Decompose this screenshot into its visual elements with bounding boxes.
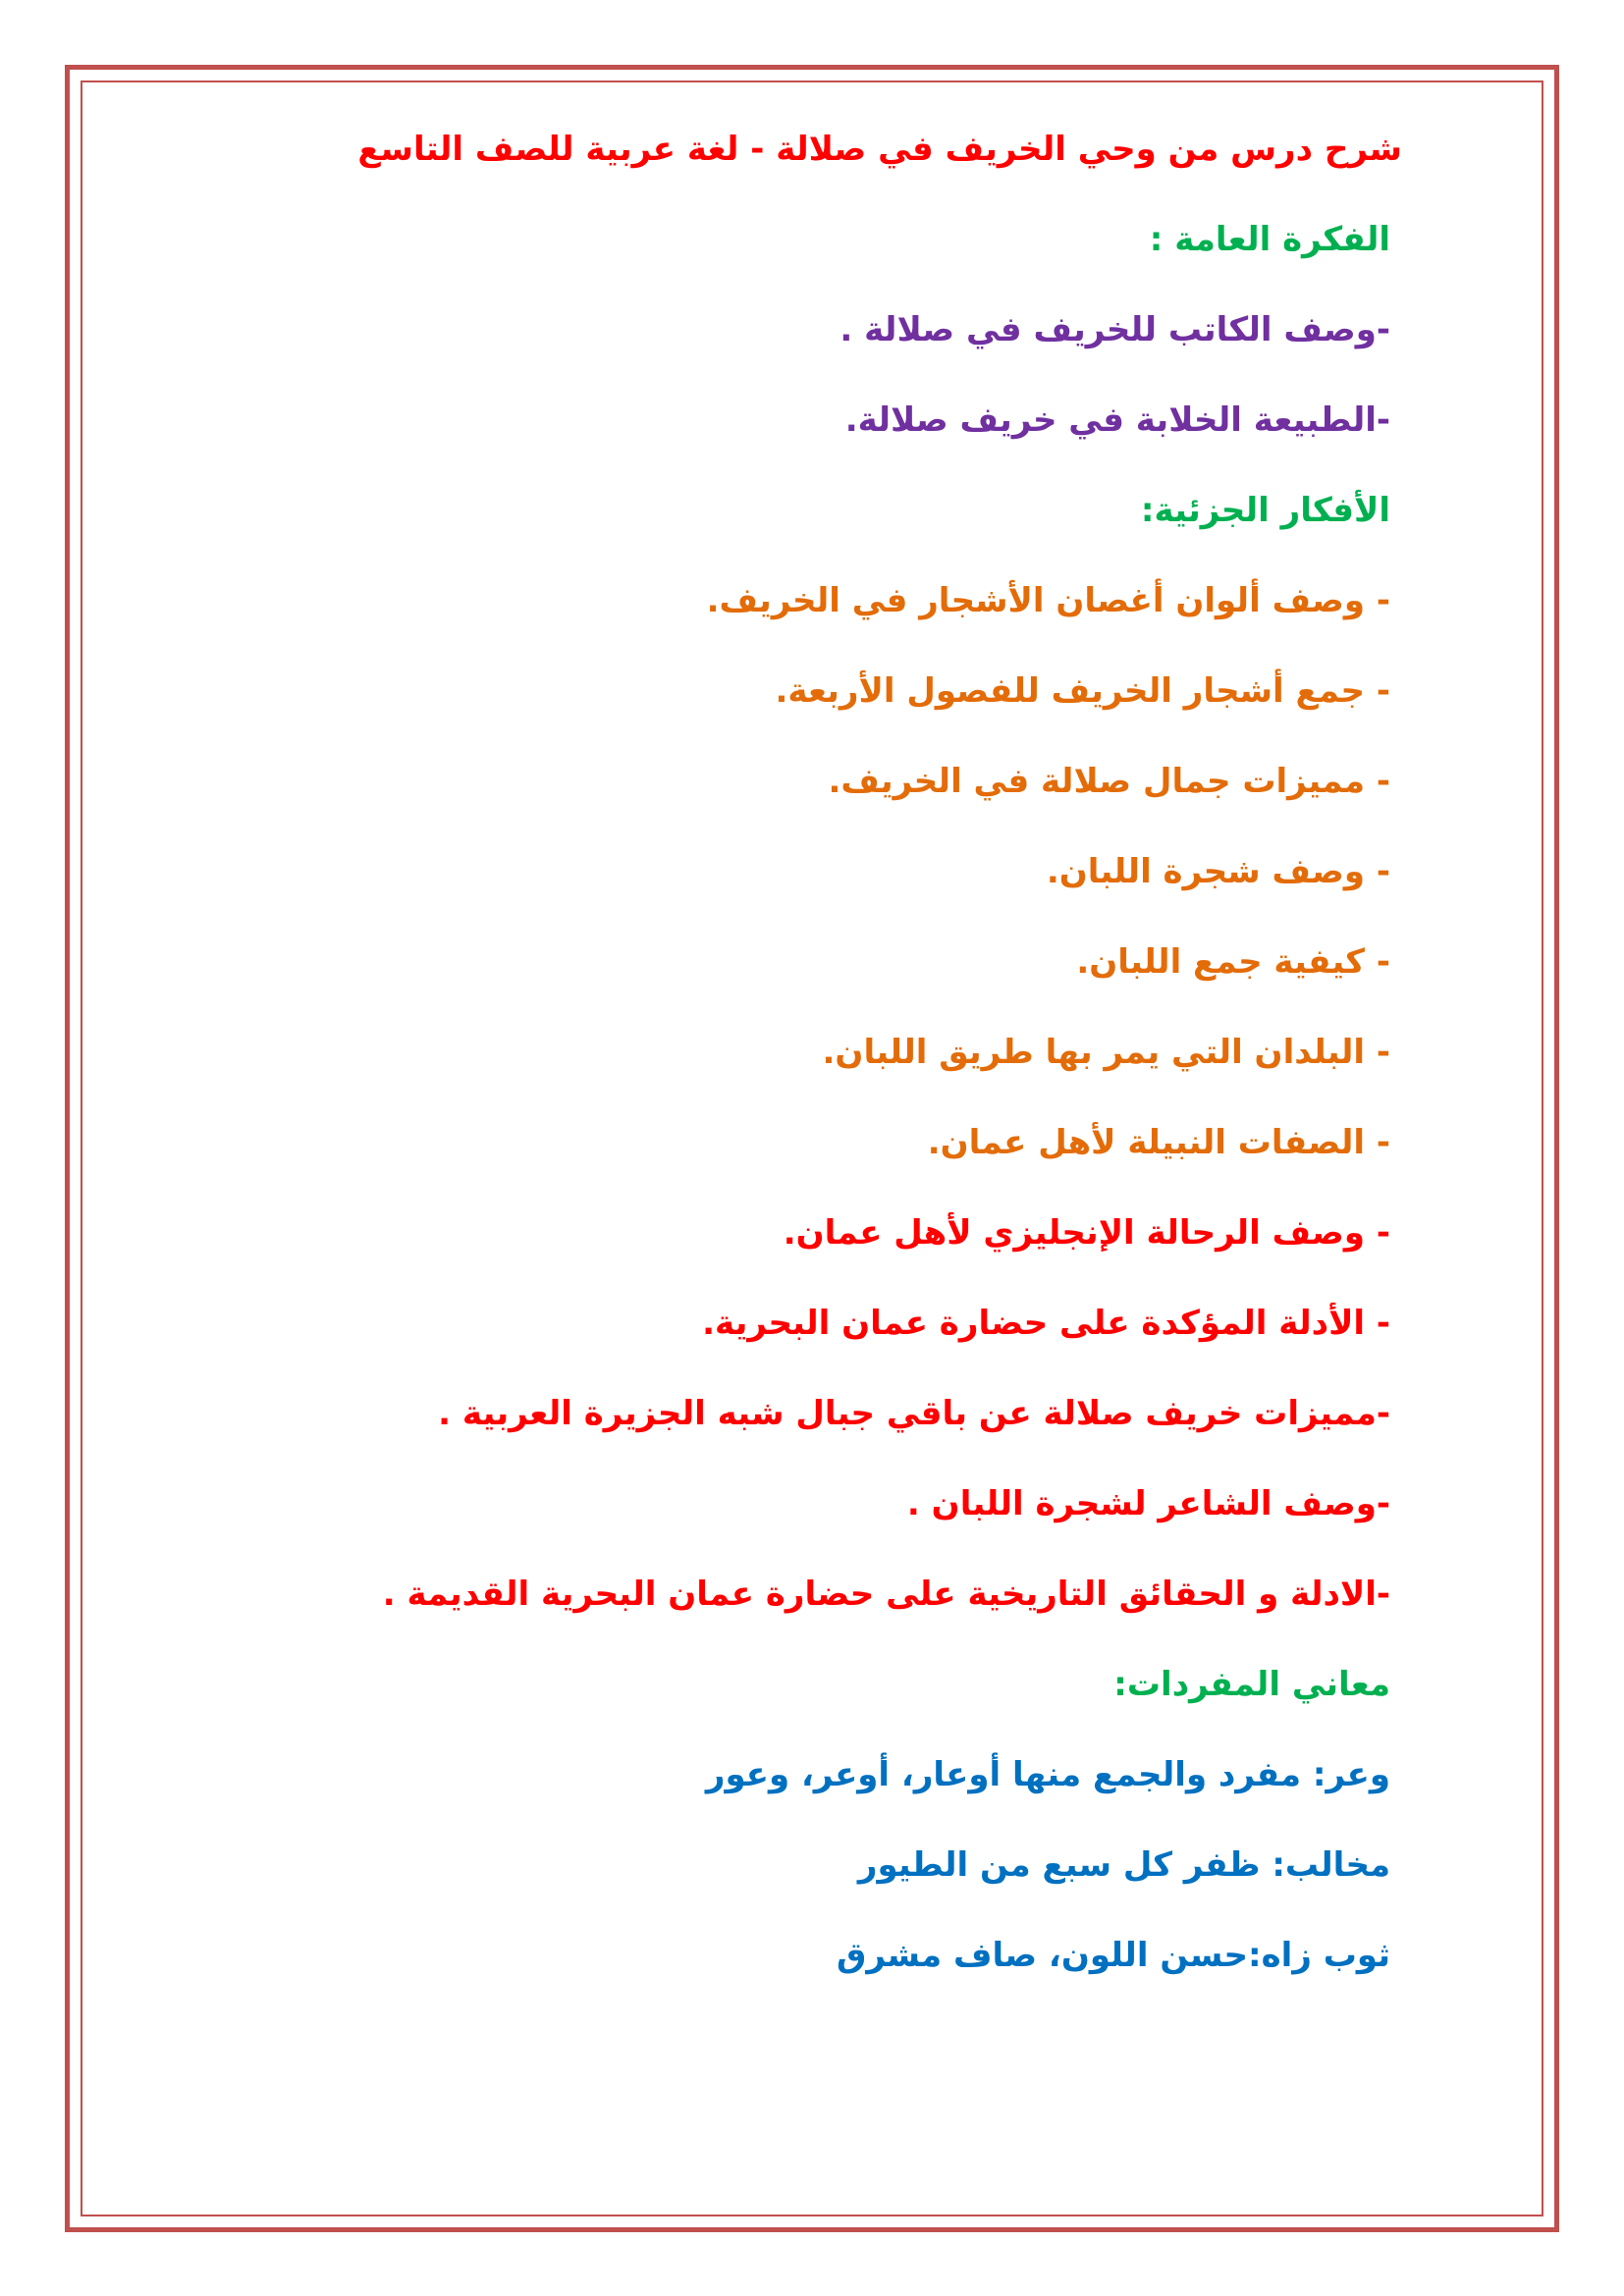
sub-idea-item: - وصف شجرة اللبان.	[1046, 852, 1390, 891]
vocabulary-item: ثوب زاه:حسن اللون، صاف مشرق	[836, 1936, 1390, 1975]
sub-idea-item: - الأدلة المؤكدة على حضارة عمان البحرية.	[702, 1304, 1390, 1343]
sub-idea-item: -وصف الشاعر لشجرة اللبان .	[906, 1484, 1390, 1523]
sub-idea-item: - وصف ألوان أغصان الأشجار في الخريف.	[706, 581, 1390, 620]
sub-idea-item: -مميزات خريف صلالة عن باقي جبال شبه الجزيرة العربية .	[438, 1394, 1390, 1433]
sub-idea-item: - البلدان التي يمر بها طريق اللبان.	[822, 1033, 1390, 1072]
vocabulary-heading: معاني المفردات:	[1113, 1665, 1390, 1704]
sub-idea-item: - كيفية جمع اللبان.	[1076, 942, 1390, 982]
general-idea-item: -وصف الكاتب للخريف في صلالة .	[839, 310, 1390, 349]
sub-idea-item: - الصفات النبيلة لأهل عمان.	[927, 1123, 1390, 1162]
sub-idea-item: - جمع أشجار الخريف للفصول الأربعة.	[775, 671, 1390, 711]
sub-idea-item: -الادلة و الحقائق التاريخية على حضارة عمان البحرية القديمة .	[382, 1575, 1390, 1614]
document-body	[291, 130, 1402, 2026]
sub-idea-item: - وصف الرحالة الإنجليزي لأهل عمان.	[783, 1213, 1390, 1253]
page-title: شرح درس من وحي الخريف في صلالة - لغة عربية للصف التاسع	[357, 130, 1402, 169]
sub-ideas-heading: الأفكار الجزئية:	[1140, 491, 1390, 530]
vocabulary-item: وعر: مفرد والجمع منها أوعار، أوعر، وعور	[705, 1755, 1390, 1794]
vocabulary-item: مخالب: ظفر كل سبع من الطيور	[857, 1845, 1390, 1885]
sub-idea-item: - مميزات جمال صلالة في الخريف.	[828, 762, 1390, 801]
general-idea-heading: الفكرة العامة :	[1149, 220, 1390, 259]
general-idea-item: -الطبيعة الخلابة في خريف صلالة.	[844, 400, 1390, 440]
